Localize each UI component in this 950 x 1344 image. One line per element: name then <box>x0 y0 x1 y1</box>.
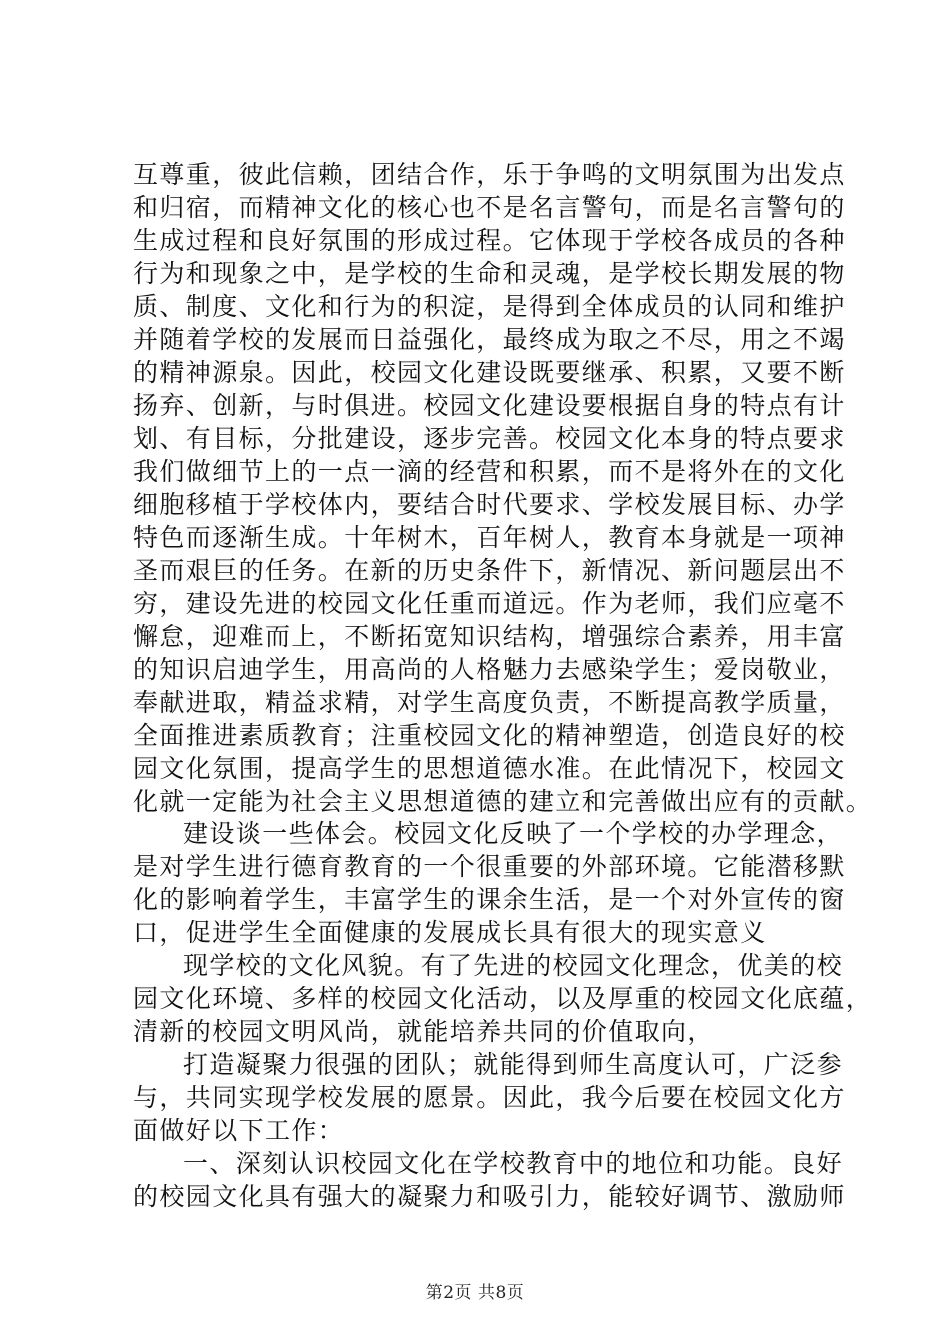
text-line: 的精神源泉。因此，校园文化建设既要继承、积累，又要不断 <box>133 358 846 387</box>
text-line: 生成过程和良好氛围的形成过程。它体现于学校各成员的各种 <box>133 226 846 255</box>
text-line: 面做好以下工作： <box>133 1116 345 1145</box>
text-line: 特色而逐渐生成。十年树木，百年树人，教育本身就是一项神 <box>133 523 846 552</box>
text-line: 互尊重，彼此信赖，团结合作，乐于争鸣的文明氛围为出发点 <box>133 160 846 189</box>
text-line: 圣而艰巨的任务。在新的历史条件下，新情况、新问题层出不 <box>133 556 846 585</box>
paragraph-group <box>133 817 873 1213</box>
text-line: 清新的校园文明风尚，就能培养共同的价值取向， <box>133 1017 714 1046</box>
text-line: 的校园文化具有强大的凝聚力和吸引力，能较好调节、激励师 <box>133 1182 846 1211</box>
paragraph-first-line: 建设谈一些体会。校园文化反映了一个学校的办学理念， <box>183 819 844 848</box>
text-line: 我们做细节上的一点一滴的经营和积累，而不是将外在的文化 <box>133 457 846 486</box>
text-line: 全面推进素质教育；注重校园文化的精神塑造，创造良好的校 <box>133 721 846 750</box>
text-line: 扬弃、创新，与时俱进。校园文化建设要根据自身的特点有计 <box>133 391 846 420</box>
text-line: 园文化环境、多样的校园文化活动，以及厚重的校园文化底蕴， <box>133 984 873 1013</box>
text-line: 划、有目标，分批建设，逐步完善。校园文化本身的特点要求 <box>133 424 846 453</box>
text-line: 化就一定能为社会主义思想道德的建立和完善做出应有的贡献。 <box>133 787 873 816</box>
text-line: 细胞移植于学校体内，要结合时代要求、学校发展目标、办学 <box>133 490 846 519</box>
text-line: 是对学生进行德育教育的一个很重要的外部环境。它能潜移默 <box>133 852 846 881</box>
text-line: 和归宿，而精神文化的核心也不是名言警句，而是名言警句的 <box>133 193 846 222</box>
paragraph-first-line: 打造凝聚力很强的团队；就能得到师生高度认可，广泛参 <box>183 1050 844 1079</box>
text-line: 园文化氛围，提高学生的思想道德水准。在此情况下，校园文 <box>133 754 846 783</box>
text-line: 并随着学校的发展而日益强化，最终成为取之不尽，用之不竭 <box>133 325 846 354</box>
page-number-footer: 第2页 共8页 <box>425 1283 525 1303</box>
paragraph-first-line: 一、深刻认识校园文化在学校教育中的地位和功能。良好 <box>183 1149 844 1178</box>
text-line: 与，共同实现学校发展的愿景。因此，我今后要在校园文化方 <box>133 1083 846 1112</box>
paragraph-first-line: 现学校的文化风貌。有了先进的校园文化理念，优美的校 <box>183 951 844 980</box>
text-line: 行为和现象之中，是学校的生命和灵魂，是学校长期发展的物 <box>133 259 846 288</box>
text-line: 穷，建设先进的校园文化任重而道远。作为老师，我们应毫不 <box>133 589 846 618</box>
text-line: 质、制度、文化和行为的积淀，是得到全体成员的认同和维护 <box>133 292 846 321</box>
text-line: 化的影响着学生，丰富学生的课余生活，是一个对外宣传的窗 <box>133 885 846 914</box>
text-line: 懈怠，迎难而上，不断拓宽知识结构，增强综合素养，用丰富 <box>133 622 846 651</box>
text-line: 口，促进学生全面健康的发展成长具有很大的现实意义 <box>133 918 767 947</box>
paragraph-continued <box>133 158 873 818</box>
text-line: 奉献进取，精益求精，对学生高度负责，不断提高教学质量， <box>133 688 846 717</box>
text-line: 的知识启迪学生，用高尚的人格魅力去感染学生；爱岗敬业， <box>133 655 846 684</box>
